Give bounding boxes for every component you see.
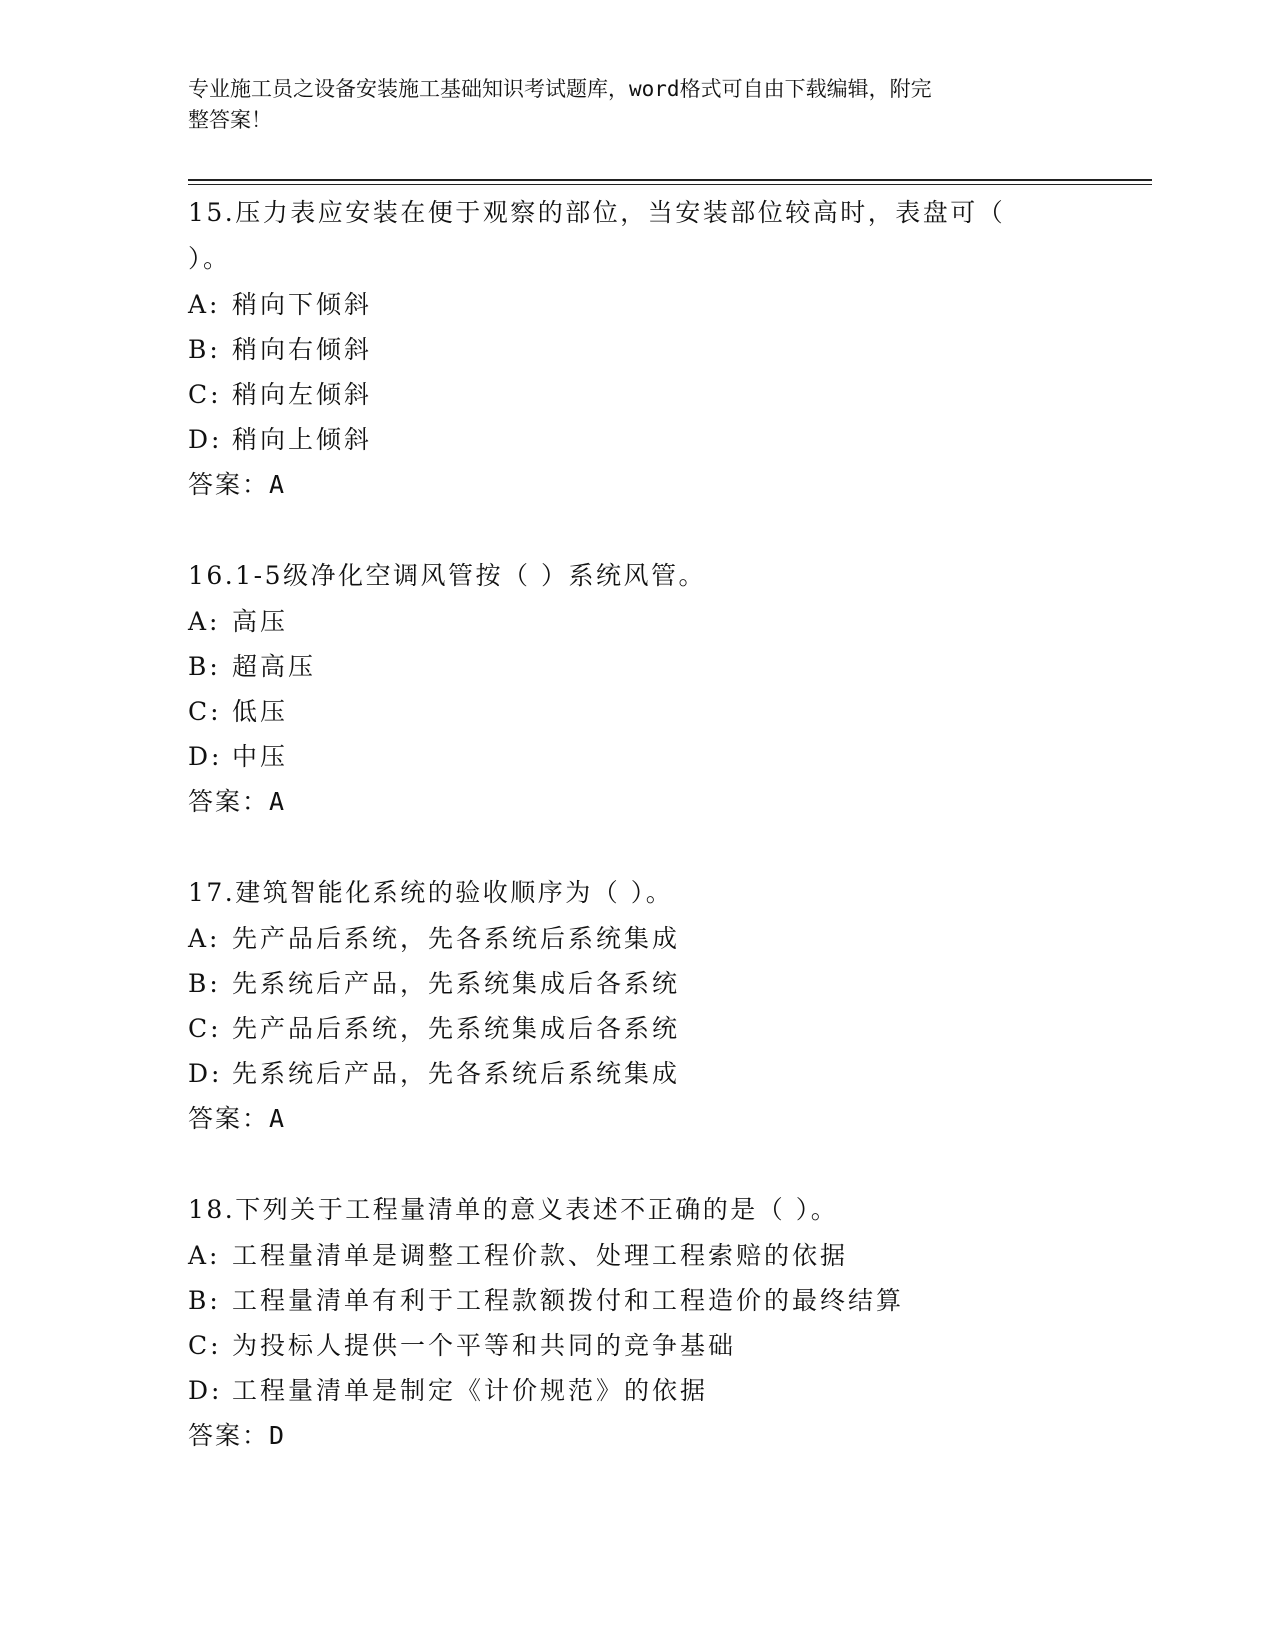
question-stem: 18.下列关于工程量清单的意义表述不正确的是（ ）。 <box>188 1195 839 1224</box>
question-list <box>188 190 1148 1504</box>
option-d <box>188 1368 1148 1413</box>
option-key: A: <box>188 607 221 636</box>
header-line-2: 整答案！ <box>188 108 272 132</box>
option-key: B: <box>188 335 221 364</box>
option-text: 稍向右倾斜 <box>232 335 373 364</box>
question-stem: 17.建筑智能化系统的验收顺序为（ ）。 <box>188 878 674 907</box>
answer-value: A <box>269 470 285 499</box>
option-key: D: <box>188 742 223 771</box>
answer-value: A <box>269 787 285 816</box>
option-key: B: <box>188 652 221 681</box>
option-c <box>188 1006 1148 1051</box>
option-key: B: <box>188 1286 221 1315</box>
option-text: 工程量清单是调整工程价款、处理工程索赔的依据 <box>232 1241 849 1270</box>
header-line-1: 专业施工员之设备安装施工基础知识考试题库，word格式可自由下载编辑，附完 <box>188 77 932 101</box>
answer-label: 答案： <box>188 1421 270 1450</box>
question-17 <box>188 870 1148 1141</box>
option-text: 先产品后系统，先系统集成后各系统 <box>232 1014 681 1043</box>
option-text: 工程量清单有利于工程款额拨付和工程造价的最终结算 <box>232 1286 905 1315</box>
option-d <box>188 1051 1148 1096</box>
answer-label: 答案： <box>188 787 270 816</box>
option-text: 工程量清单是制定《计价规范》的依据 <box>232 1376 709 1405</box>
option-key: D: <box>188 1376 223 1405</box>
answer-label: 答案： <box>188 470 270 499</box>
option-text: 高压 <box>232 607 289 636</box>
option-text: 超高压 <box>232 652 317 681</box>
header-divider-thick <box>188 179 1152 181</box>
answer-value: A <box>269 1104 285 1133</box>
option-key: C: <box>188 1331 222 1360</box>
answer-line <box>188 1413 1148 1458</box>
option-c <box>188 689 1148 734</box>
answer-line <box>188 779 1148 824</box>
option-key: C: <box>188 380 222 409</box>
option-key: A: <box>188 924 221 953</box>
question-stem: 15.压力表应安装在便于观察的部位，当安装部位较高时，表盘可（ ）。 <box>188 198 1006 273</box>
question-stem: 16.1-5级净化空调风管按（ ）系统风管。 <box>188 561 706 590</box>
option-text: 先系统后产品，先各系统后系统集成 <box>232 1059 681 1088</box>
option-text: 稍向左倾斜 <box>232 380 373 409</box>
answer-line <box>188 1096 1148 1141</box>
answer-value: D <box>269 1421 285 1450</box>
option-text: 低压 <box>232 697 289 726</box>
option-text: 为投标人提供一个平等和共同的竞争基础 <box>232 1331 737 1360</box>
option-c <box>188 372 1148 417</box>
question-15 <box>188 190 1148 507</box>
option-text: 稍向下倾斜 <box>232 290 373 319</box>
question-18 <box>188 1187 1148 1458</box>
option-key: A: <box>188 1241 221 1270</box>
option-a <box>188 599 1148 644</box>
answer-label: 答案： <box>188 1104 270 1133</box>
question-16 <box>188 553 1148 824</box>
option-a <box>188 1233 1148 1278</box>
option-key: C: <box>188 697 222 726</box>
option-key: D: <box>188 1059 223 1088</box>
option-b <box>188 961 1148 1006</box>
option-b <box>188 1278 1148 1323</box>
answer-line <box>188 462 1148 507</box>
option-c <box>188 1323 1148 1368</box>
header-divider-thin <box>188 184 1152 185</box>
document-header <box>188 74 1068 136</box>
option-a <box>188 282 1148 327</box>
option-b <box>188 327 1148 372</box>
option-text: 先产品后系统，先各系统后系统集成 <box>232 924 681 953</box>
option-a <box>188 916 1148 961</box>
option-text: 中压 <box>232 742 289 771</box>
option-key: D: <box>188 425 223 454</box>
option-key: B: <box>188 969 221 998</box>
option-d <box>188 417 1148 462</box>
option-text: 稍向上倾斜 <box>232 425 373 454</box>
option-key: C: <box>188 1014 222 1043</box>
option-b <box>188 644 1148 689</box>
option-key: A: <box>188 290 221 319</box>
option-d <box>188 734 1148 779</box>
option-text: 先系统后产品，先系统集成后各系统 <box>232 969 681 998</box>
